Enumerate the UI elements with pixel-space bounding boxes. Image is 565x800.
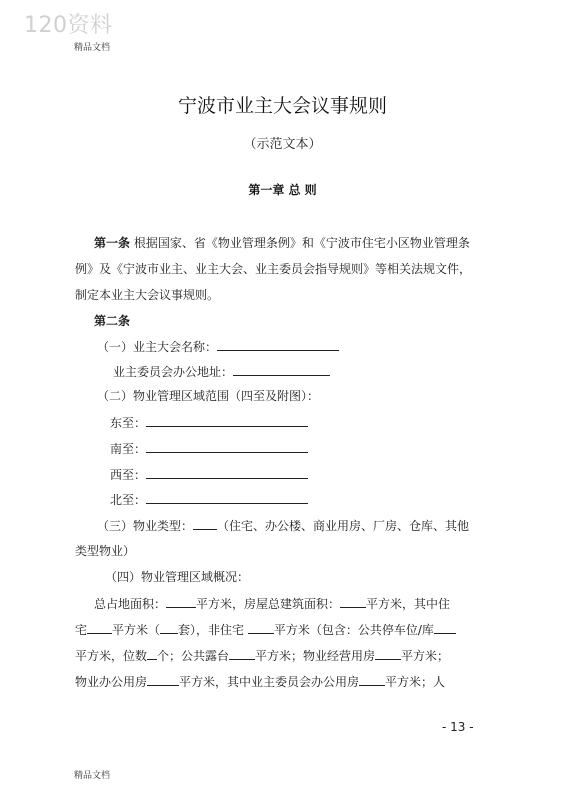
business-room-blank [375, 647, 401, 660]
assembly-name-blank [217, 338, 339, 351]
footer-tag: 精品文档 [74, 771, 111, 781]
overview-line3 [75, 647, 449, 664]
north-blank [146, 491, 308, 504]
office-room-blank [147, 673, 179, 686]
parking-count-label: 平方米，位数 [75, 649, 148, 663]
parking-blank [434, 621, 456, 634]
office-address-blank [233, 363, 330, 376]
north-boundary-row [110, 491, 308, 508]
article2-label: 第二条 [94, 314, 131, 328]
office-address-label: 业主委员会办公地址： [113, 365, 234, 379]
article1-text1: 根据国家、省《物业管理条例》和《宁波市住宅小区物业管理条 [130, 236, 470, 250]
east-blank [146, 414, 308, 427]
overview-line2 [75, 621, 456, 638]
residential-unit-label: 平方米（ [112, 623, 161, 637]
property-type-blank [193, 517, 217, 530]
chapter-heading: 第一章 总 则 [248, 183, 317, 197]
watermark: 120资料 [24, 13, 113, 38]
parking-label: 平方米（包含：公共停车位/库 [273, 623, 434, 637]
residential-area-blank [87, 621, 112, 634]
document-title: 宁波市业主大会议事规则 [177, 95, 387, 117]
non-residential-blank [248, 621, 274, 634]
non-residential-label: 套），非住宅 [178, 623, 248, 637]
east-label: 东至： [110, 416, 147, 430]
south-boundary-row [110, 440, 308, 457]
assembly-name-label: （一）业主大会名称： [97, 340, 218, 354]
article1-line1 [94, 235, 470, 251]
west-label: 西至： [110, 468, 147, 482]
article1-label: 第一条 [94, 236, 131, 250]
overview-line1 [94, 595, 450, 612]
east-boundary-row [110, 414, 308, 431]
south-blank [146, 440, 308, 453]
residential-label: 宅 [75, 623, 88, 637]
overview-line4-end: 平方米；人 [385, 675, 446, 689]
property-type-cont: 类型物业） [75, 544, 136, 558]
parking-count-blank [147, 647, 157, 660]
building-area-label: 平方米，房屋总建筑面积： [196, 597, 341, 611]
committee-office-label: 平方米，其中业主委员会办公用房 [179, 675, 360, 689]
land-area-blank [166, 595, 196, 608]
article1-line2: 例》及《宁波市业主、业主大会、业主委员会指导规则》等相关法规文件， [75, 262, 472, 276]
document-subtitle: （示范文本） [243, 137, 322, 152]
office-room-label: 物业办公用房 [75, 675, 148, 689]
west-blank [146, 466, 308, 479]
overview-line1-end: 平方米，其中住 [366, 597, 451, 611]
west-boundary-row [110, 466, 308, 483]
overview-line4 [75, 673, 445, 690]
page-number: - 13 - [442, 720, 474, 734]
north-label: 北至： [110, 493, 147, 507]
south-label: 南至： [110, 442, 147, 456]
overview-line3-end: 平方米； [401, 649, 450, 663]
building-area-blank [340, 595, 366, 608]
committee-office-blank [359, 673, 385, 686]
area-overview-label: （四）物业管理区域概况： [105, 570, 250, 584]
header-tag: 精品文档 [74, 43, 111, 53]
office-address-row [113, 363, 330, 380]
terrace-label: 个；公共露台 [157, 649, 230, 663]
business-room-label: 平方米；物业经营用房 [255, 649, 376, 663]
area-scope-label: （二）物业管理区域范围（四至及附图）： [97, 389, 320, 403]
property-type-label: （三）物业类型： [97, 519, 194, 533]
land-area-label: 总占地面积： [94, 597, 167, 611]
assembly-name-row [97, 338, 339, 355]
residential-count-blank [160, 621, 178, 634]
property-type-row [97, 517, 469, 534]
article1-line3: 制定本业主大会议事规则。 [75, 288, 220, 302]
terrace-blank [229, 647, 255, 660]
property-type-options: （住宅、办公楼、商业用房、厂房、仓库、其他 [217, 519, 470, 533]
